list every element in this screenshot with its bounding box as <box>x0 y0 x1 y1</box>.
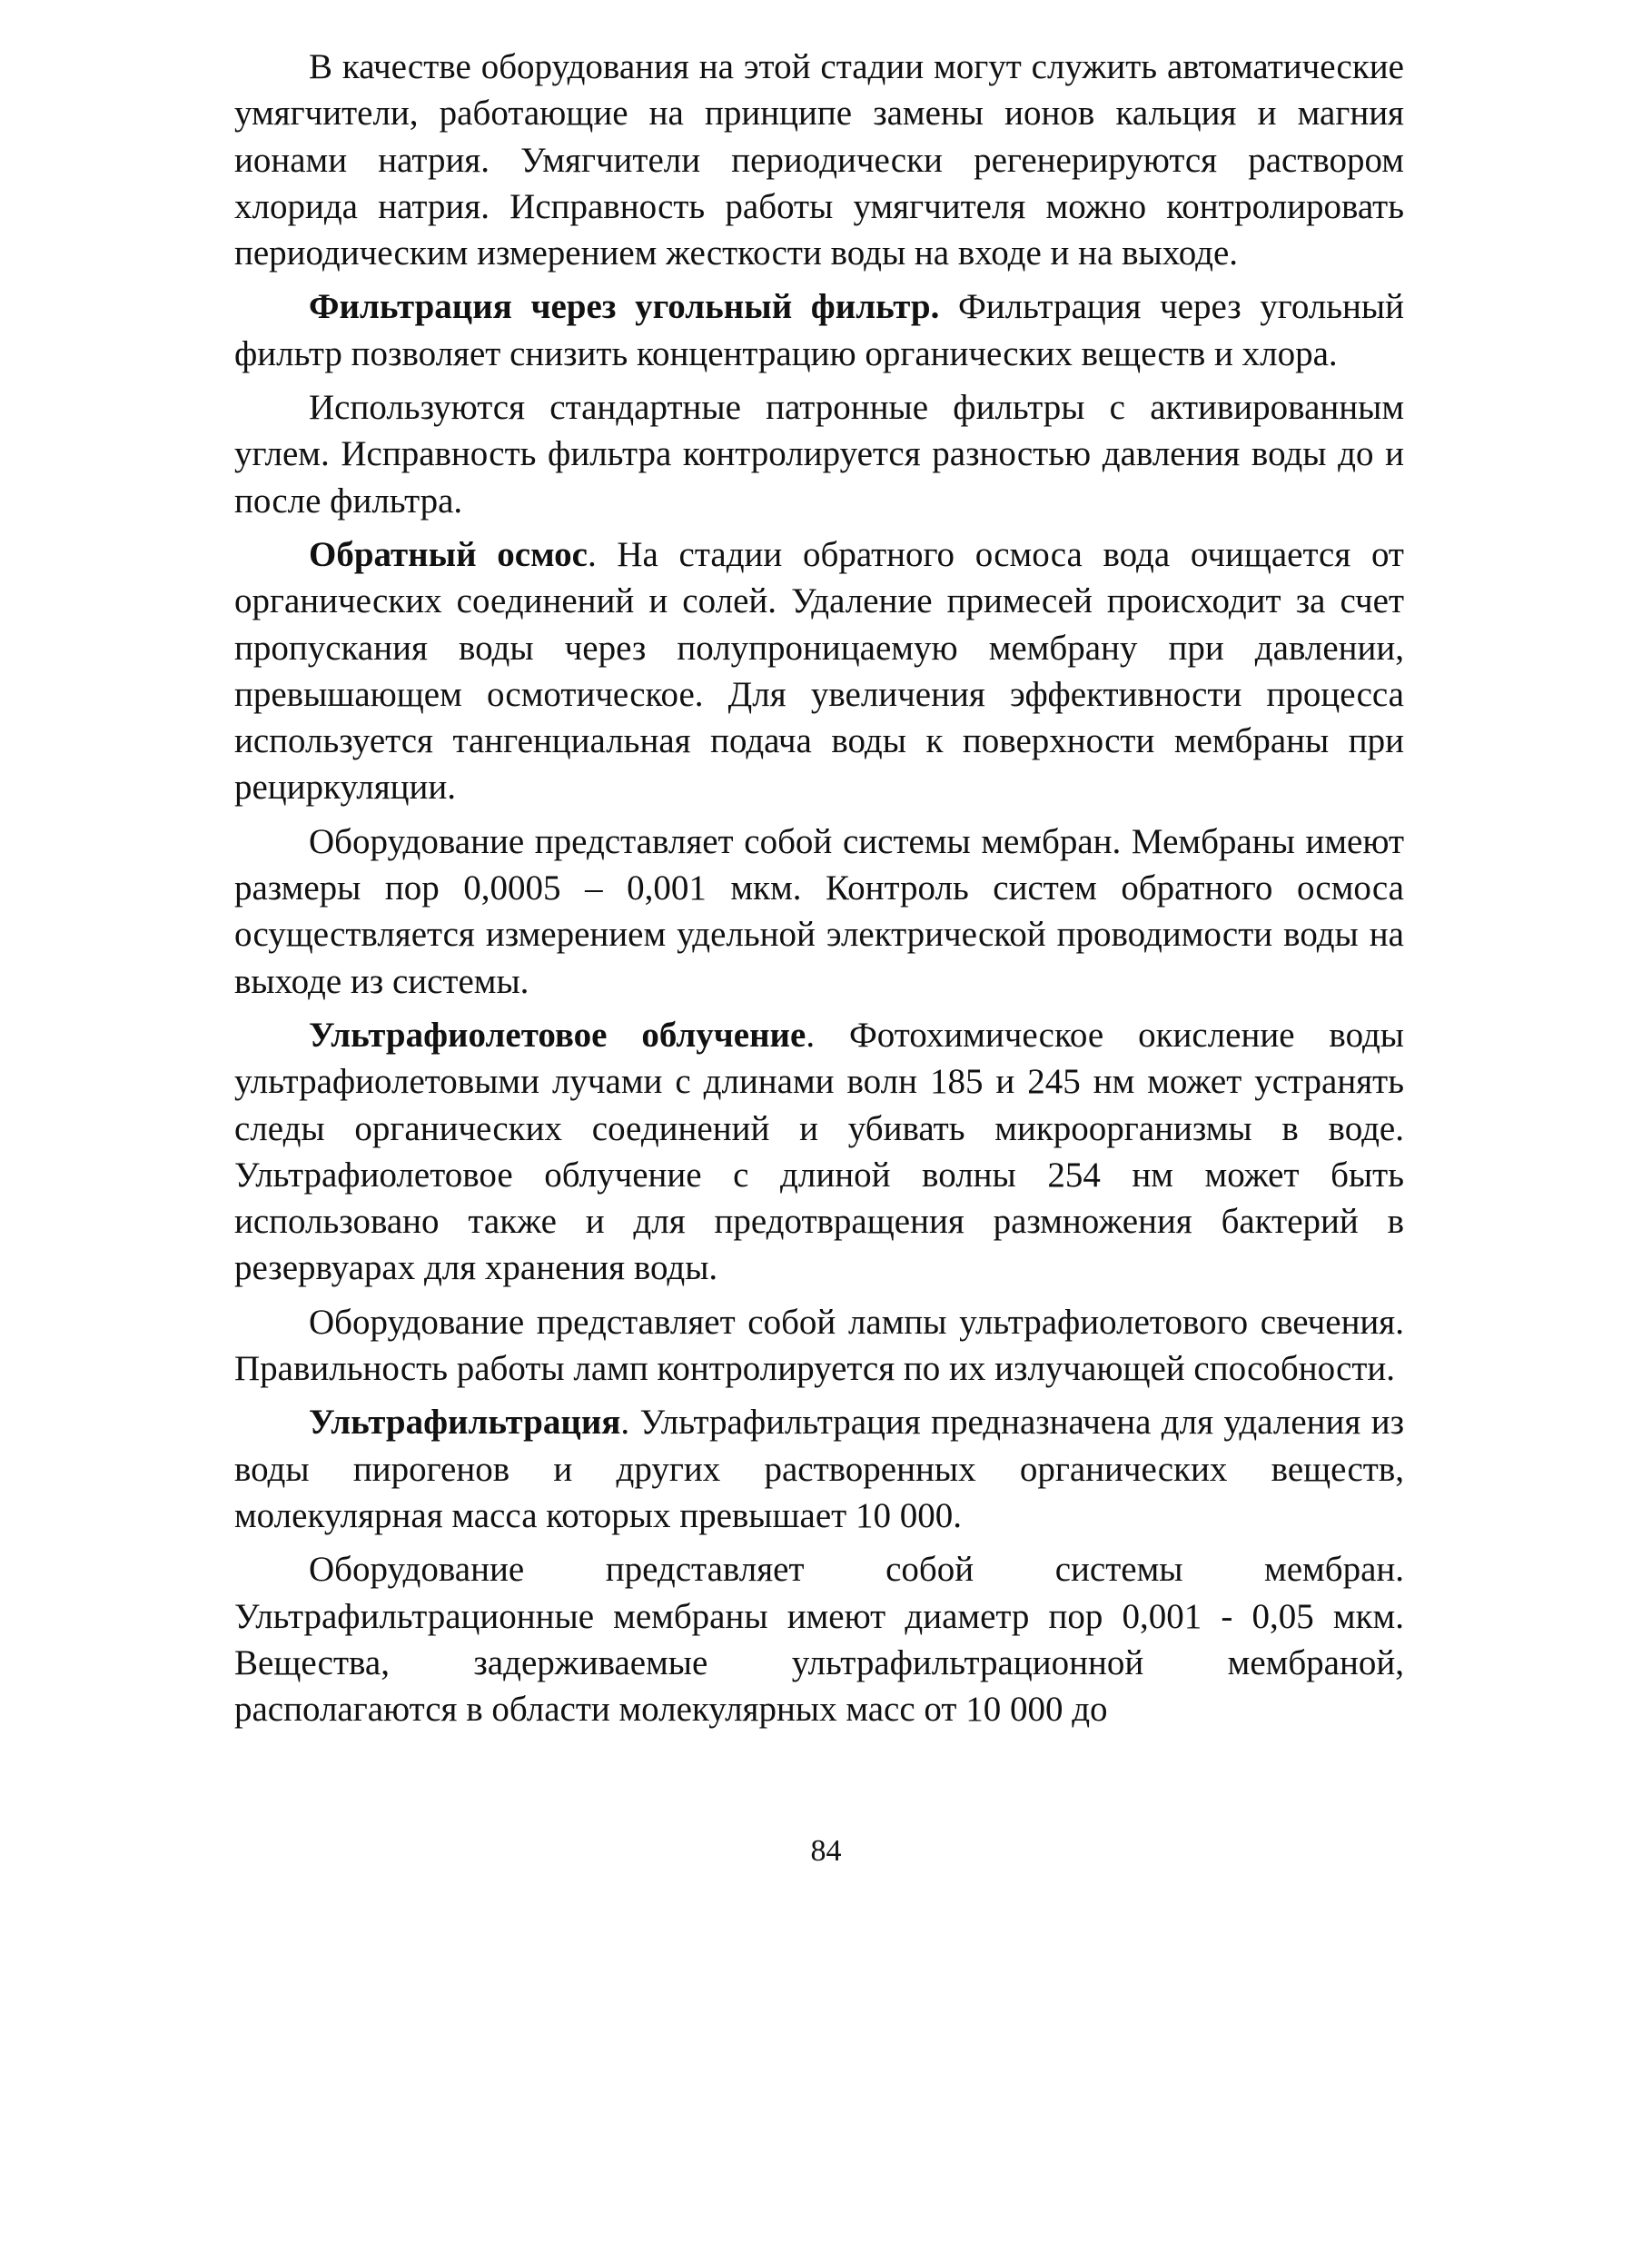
paragraph-carbon-filtration <box>234 283 1404 377</box>
paragraph-text: . Фотохимическое окисление воды ультрафиолетовыми лучами с длинами волн 185 и 245 нм может устранять следы органических соединений и убивать микроорганизмы в воде. Ультрафиолетовое облучение с длиной волны 254 нм может быть использовано также и для предотвращения размножения бактерий в резервуарах для хранения воды. <box>234 1015 1404 1288</box>
paragraph-text: В качестве оборудования на этой стадии могут служить автоматические умягчители, работающие на принципе замены ионов кальция и магния ионами натрия. Умягчители периодически регенерируются раствором хлорида натрия. Исправность работы умягчителя можно контролировать периодическим измерением жесткости воды на входе и на выходе. <box>234 47 1404 273</box>
paragraph-membrane-equipment <box>234 818 1404 1005</box>
page-number: 84 <box>810 1834 842 1868</box>
section-heading-ultrafiltration: Ультрафильтрация <box>309 1403 621 1443</box>
paragraph-ultrafiltration-equipment <box>234 1546 1404 1732</box>
paragraph-text: Фильтрация через угольный фильтр позволяет снизить концентрацию органических веществ и хлора. <box>234 287 1404 373</box>
paragraph-carbon-filter-equipment <box>234 384 1404 524</box>
paragraph-text: Используются стандартные патронные фильтры с активированным углем. Исправность фильтра контролируется разностью давления воды до и после фильтра. <box>234 388 1404 521</box>
paragraph-reverse-osmosis <box>234 531 1404 811</box>
page-body <box>234 44 1404 1732</box>
paragraph-uv-irradiation <box>234 1012 1404 1292</box>
paragraph-ultrafiltration <box>234 1399 1404 1539</box>
section-heading-reverse-osmosis: Обратный осмос <box>309 534 588 574</box>
section-heading-carbon-filtration: Фильтрация через угольный фильтр. <box>309 287 940 327</box>
paragraph-text: Оборудование представляет собой системы мембран. Мембраны имеют размеры пор 0,0005 – 0,001 мкм. Контроль систем обратного осмоса осуществляется измерением удельной электрической проводимости воды на выходе из системы. <box>234 821 1404 1001</box>
paragraph-text: Оборудование представляет собой системы мембран. Ультрафильтрационные мембраны имеют диаметр пор 0,001 - 0,05 мкм. Вещества, задерживаемые ультрафильтрационной мембраной, располагаются в области молекулярных масс от 10 000 до <box>234 1550 1404 1730</box>
paragraph-uv-equipment <box>234 1299 1404 1393</box>
paragraph-text: Оборудование представляет собой лампы ультрафиолетового свечения. Правильность работы ламп контролируется по их излучающей способности. <box>234 1302 1404 1389</box>
paragraph-text: . Ультрафильтрация предназначена для удаления из воды пирогенов и других растворенных органических веществ, молекулярная масса которых превышает 10 000. <box>234 1403 1404 1535</box>
section-heading-uv-irradiation: Ультрафиолетовое облучение <box>309 1015 806 1055</box>
paragraph-softener-equipment <box>234 44 1404 276</box>
paragraph-text: . На стадии обратного осмоса вода очищается от органических соединений и солей. Удаление примесей происходит за счет пропускания воды через полупроницаемую мембрану при давлении, превышающем осмотическое. Для увеличения эффективности процесса используется тангенциальная подача воды к поверхности мембраны при рециркуляции. <box>234 534 1404 808</box>
